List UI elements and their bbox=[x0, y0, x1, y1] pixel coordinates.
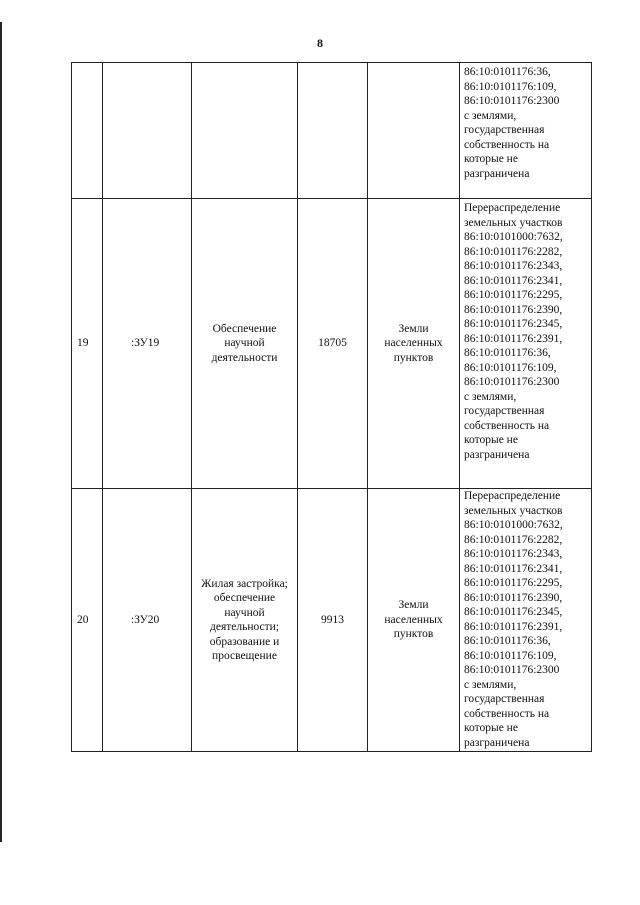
description-line: Перераспределение bbox=[464, 490, 561, 502]
cell-num bbox=[72, 63, 103, 199]
description-line: 86:10:0101176:2341, bbox=[464, 562, 563, 575]
cell-category: Земли населенных пунктов bbox=[368, 489, 460, 752]
description-line: 86:10:0101176:2391, bbox=[464, 332, 563, 345]
description-line: 86:10:0101176:2341, bbox=[464, 274, 563, 287]
description-line: которые не bbox=[464, 434, 518, 446]
cell-area: 9913 bbox=[298, 489, 368, 752]
page-number: 8 bbox=[317, 36, 323, 50]
cell-category: Земли населенных пунктов bbox=[368, 199, 460, 489]
description-line: 86:10:0101176:2300 bbox=[464, 376, 560, 388]
cell-use: Жилая застройка; обеспечение научной деятельности; образование и просвещение bbox=[192, 489, 298, 752]
description-line: государственная bbox=[464, 124, 545, 136]
cell-description bbox=[460, 199, 592, 489]
cell-description bbox=[460, 63, 592, 199]
cell-num: 20 bbox=[72, 489, 103, 752]
description-line: 86:10:0101176:36, bbox=[464, 635, 551, 647]
cell-code: :ЗУ20 bbox=[103, 489, 192, 752]
description-line: с землями, bbox=[464, 678, 517, 691]
description-line: разграничена bbox=[464, 736, 530, 749]
description-line: 86:10:0101176:2391, bbox=[464, 620, 563, 633]
cell-code: :ЗУ19 bbox=[103, 199, 192, 489]
description-line: 86:10:0101176:2300 bbox=[464, 95, 560, 107]
cell-code bbox=[103, 63, 192, 199]
scan-left-border bbox=[0, 22, 2, 842]
cell-use bbox=[192, 63, 298, 199]
description-line: 86:10:0101176:2282, bbox=[464, 533, 563, 546]
description-line: Перераспределение bbox=[464, 202, 561, 214]
description-line: 86:10:0101176:2390, bbox=[464, 591, 563, 604]
description-line: земельных участков bbox=[464, 216, 563, 229]
cell-category bbox=[368, 63, 460, 199]
description-line: 86:10:0101176:109, bbox=[464, 80, 557, 93]
cell-area: 18705 bbox=[298, 199, 368, 489]
description-line: земельных участков bbox=[464, 504, 563, 517]
description-line: государственная bbox=[464, 693, 545, 705]
description-line: 86:10:0101176:2343, bbox=[464, 260, 563, 272]
description-line: с землями, bbox=[464, 390, 517, 403]
table-row-continued bbox=[72, 63, 592, 199]
cell-description bbox=[460, 489, 592, 752]
description-line: 86:10:0101176:2345, bbox=[464, 606, 563, 618]
description-line: разграничена bbox=[464, 448, 530, 461]
cell-area bbox=[298, 63, 368, 199]
description-line: 86:10:0101176:2295, bbox=[464, 577, 563, 589]
description-line: 86:10:0101000:7632, bbox=[464, 519, 563, 531]
description-line: 86:10:0101176:2390, bbox=[464, 303, 563, 316]
description-line: которые не bbox=[464, 722, 518, 734]
description-line: которые не bbox=[464, 153, 518, 165]
description-line: 86:10:0101176:109, bbox=[464, 649, 557, 662]
description-line: собственность на bbox=[464, 138, 550, 151]
cell-num: 19 bbox=[72, 199, 103, 489]
description-line: 86:10:0101176:2300 bbox=[464, 664, 560, 676]
table-row-19 bbox=[72, 199, 592, 489]
description-line: собственность на bbox=[464, 419, 550, 432]
description-line: 86:10:0101176:2295, bbox=[464, 289, 563, 301]
description-line: 86:10:0101176:2282, bbox=[464, 245, 563, 258]
description-line: собственность на bbox=[464, 707, 550, 720]
description-line: разграничена bbox=[464, 167, 530, 180]
description-line: 86:10:0101176:36, bbox=[464, 347, 551, 359]
land-plots-table bbox=[71, 62, 592, 752]
description-line: 86:10:0101176:36, bbox=[464, 66, 551, 78]
description-line: с землями, bbox=[464, 109, 517, 122]
description-line: 86:10:0101176:109, bbox=[464, 361, 557, 374]
cell-use: Обеспечение научной деятельности bbox=[192, 199, 298, 489]
description-line: 86:10:0101176:2343, bbox=[464, 548, 563, 560]
description-line: 86:10:0101000:7632, bbox=[464, 231, 563, 243]
table-row-20 bbox=[72, 489, 592, 752]
description-line: государственная bbox=[464, 405, 545, 417]
description-line: 86:10:0101176:2345, bbox=[464, 318, 563, 330]
